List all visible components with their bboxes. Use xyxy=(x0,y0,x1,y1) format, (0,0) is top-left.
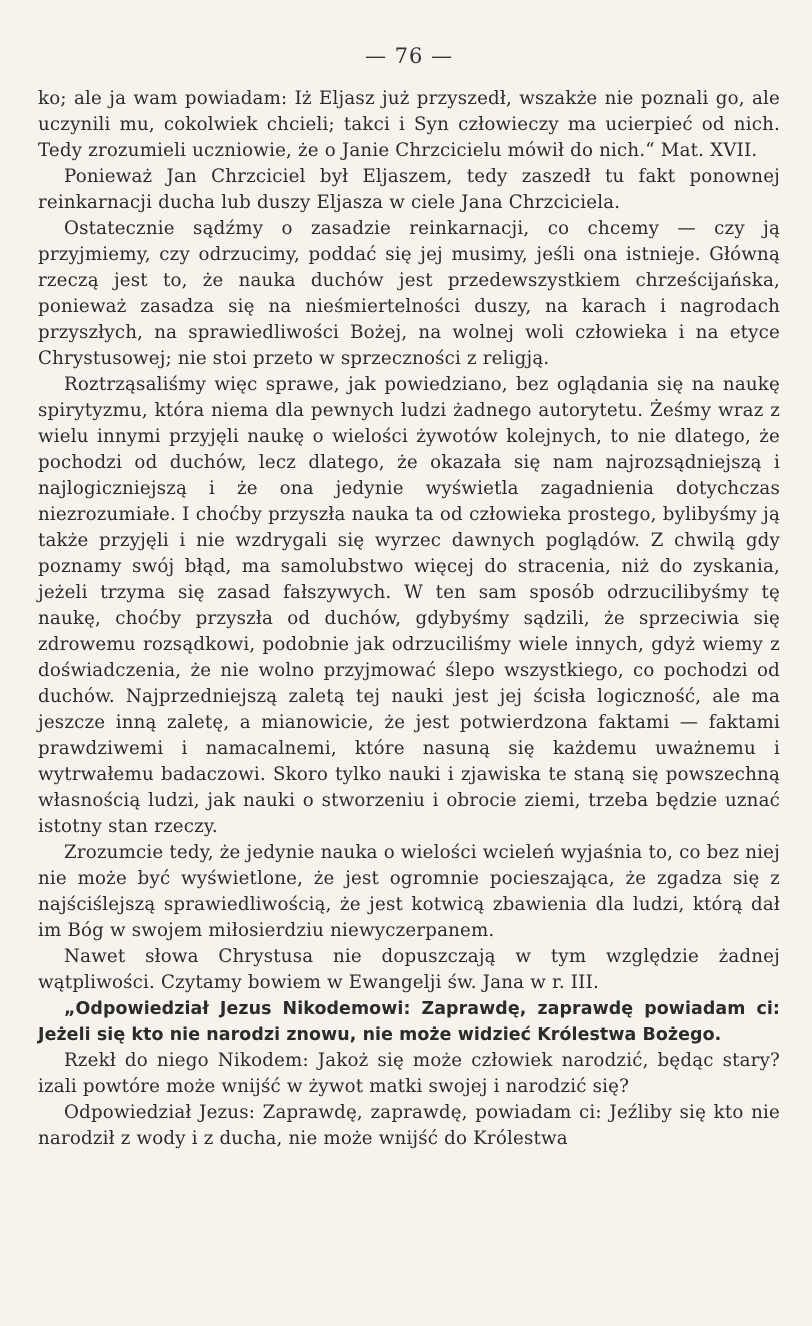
paragraph: Roztrząsaliśmy więc sprawe, jak powiedziano, bez oglądania się na naukę spirytyzmu, która niema dla pewnych ludzi żadnego autorytetu. Żeśmy wraz z wielu innymi przyjęli naukę o wielości żywotów kolejnych, to nie dlatego, że pochodzi od duchów, lecz dlatego, że okazała się nam najrozsądniejszą i najlogiczniejszą i że ona jedynie wyświetla zagadnienia dotychczas niezrozumiałe. I choćby przyszła nauka ta od człowieka prostego, bylibyśmy ją także przyjęli i nie wzdrygali się wyrzec dawnych poglądów. Z chwilą gdy poznamy swój błąd, ma samolubstwo więcej do stracenia, niż do zyskania, jeżeli trzyma się zasad fałszywych. W ten sam sposób odrzucilibyśmy tę naukę, choćby przyszła od duchów, gdybyśmy sądzili, że sprzeciwia się zdrowemu rozsądkowi, podobnie jak odrzuciliśmy wiele innych, gdyż wiemy z doświadczenia, że nie wolno przyjmować ślepo wszystkiego, co pochodzi od duchów. Najprzedniejszą zaletą tej nauki jest jej ścisła logiczność, ale ma jeszcze inną zaletę, a mianowicie, że jest potwierdzona faktami — faktami prawdziwemi i namacalnemi, które nasuną się każdemu uważnemu i wytrwałemu badaczowi. Skoro tylko nauki i zjawiska te staną się powszechną własnością ludzi, jak nauki o stworzeniu i obrocie ziemi, trzeba będzie uznać istotny stan rzeczy. xyxy=(38,374,780,837)
bold-quote-paragraph: „Odpowiedział Jezus Nikodemowi: Zaprawdę, zaprawdę powiadam ci: Jeżeli się kto nie narodzi znowu, nie może widzieć Królestwa Bożego. xyxy=(38,999,780,1045)
paragraph: Ponieważ Jan Chrzciciel był Eljaszem, tedy zaszedł tu fakt ponownej reinkarnacji ducha lub duszy Eljasza w ciele Jana Chrzciciela. xyxy=(38,166,780,213)
page-number: — 76 — xyxy=(364,44,454,68)
paragraph: Rzekł do niego Nikodem: Jakoż się może człowiek narodzić, będąc stary? izali powtóre może wnijść w żywot matki swojej i narodzić się? xyxy=(38,1050,780,1097)
paragraph: Zrozumcie tedy, że jedynie nauka o wielości wcieleń wyjaśnia to, co bez niej nie może być wyświetlone, że jest ogromnie pocieszająca, że zgadza się z najściślejszą sprawiedliwością, że jest kotwicą zbawienia dla ludzi, którą dał im Bóg w swojem miłosierdziu niewyczerpanem. xyxy=(38,842,780,941)
paragraph: Nawet słowa Chrystusa nie dopuszczają w tym względzie żadnej wątpliwości. Czytamy bowiem w Ewangelji św. Jana w r. III. xyxy=(38,946,780,993)
page-text xyxy=(38,86,780,1152)
paragraph: Odpowiedział Jezus: Zaprawdę, zaprawdę, powiadam ci: Jeźliby się kto nie narodził z wody i z ducha, nie może wnijść do Królestwa xyxy=(38,1102,780,1149)
paragraph: Ostatecznie sądźmy o zasadzie reinkarnacji, co chcemy — czy ją przyjmiemy, czy odrzucimy, poddać się jej musimy, jeśli ona istnieje. Główną rzeczą jest to, że nauka duchów jest przedewszystkiem chrześcijańska, ponieważ zasadza się na nieśmiertelności duszy, na karach i nagrodach przyszłych, na sprawiedliwości Bożej, na wolnej woli człowieka i na etyce Chrystusowej; nie stoi przeto w sprzeczności z religją. xyxy=(38,218,780,369)
paragraph: ko; ale ja wam powiadam: Iż Eljasz już przyszedł, wszakże nie poznali go, ale uczynili mu, cokolwiek chcieli; takci i Syn człowieczy ma ucierpieć od nich. Tedy zrozumieli uczniowie, że o Janie Chrzcicielu mówił do nich.“ Mat. XVII. xyxy=(38,88,780,161)
